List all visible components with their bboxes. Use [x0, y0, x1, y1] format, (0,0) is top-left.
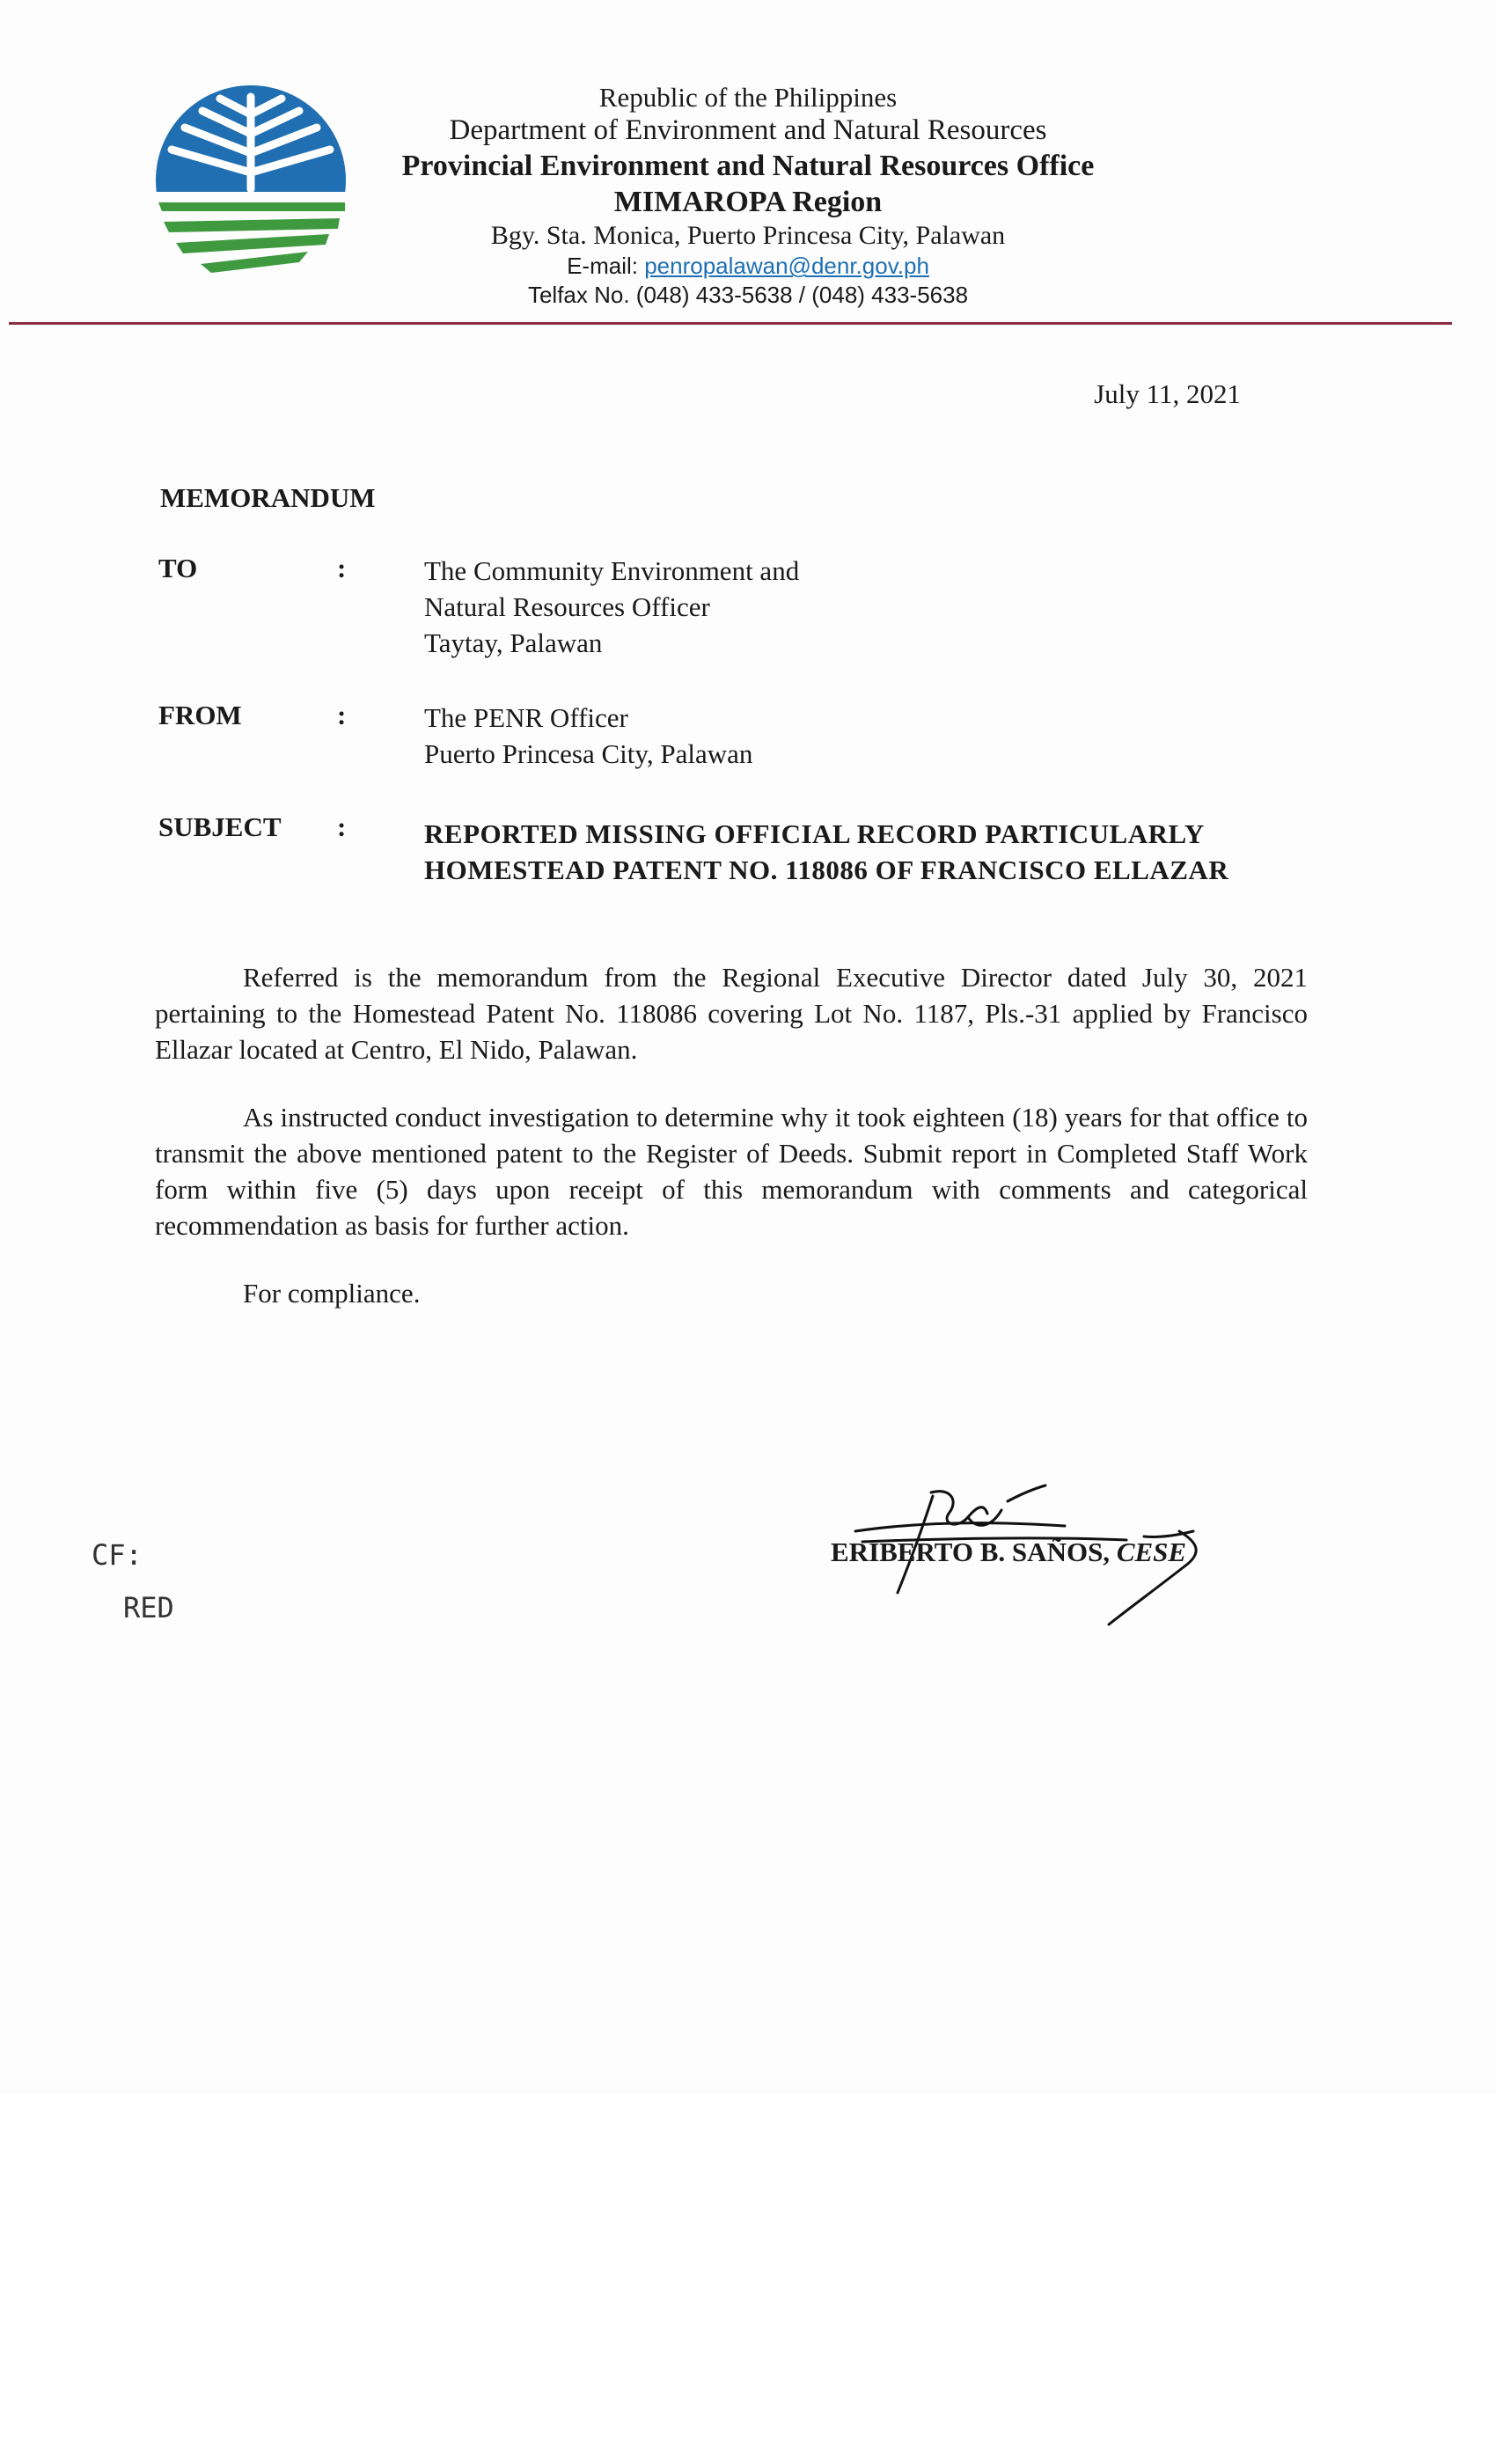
from-value: [424, 700, 1480, 772]
denr-logo-icon: [150, 79, 352, 290]
email-link[interactable]: penropalawan@denr.gov.ph: [644, 253, 929, 280]
memo-date: July 11, 2021: [1094, 378, 1241, 409]
cf-recipient: RED: [123, 1591, 174, 1624]
subject-line: REPORTED MISSING OFFICIAL RECORD PARTICULARLY: [424, 818, 1205, 849]
email-line: [334, 252, 1162, 281]
region-line: MIMAROPA Region: [613, 185, 883, 218]
to-label: TO: [158, 553, 198, 583]
body-paragraph-instruction: As instructed conduct investigation to determine why it took eighteen (18) years for that office to transmit the above mentioned patent to the Register of Deeds. Submit report in Completed Staff Work form within five (5) days upon receipt of this memorandum with comments and categorical recommendation as basis for further action.: [155, 1102, 1308, 1241]
to-line: Natural Resources Officer: [424, 591, 710, 622]
signatory-name: [831, 1536, 1186, 1568]
from-line: Puerto Princesa City, Palawan: [424, 738, 753, 769]
header-divider: [9, 322, 1452, 325]
body-paragraph-compliance: For compliance.: [243, 1278, 421, 1309]
from-label: FROM: [158, 700, 242, 730]
signatory-name-text: ERIBERTO B. SAÑOS,: [831, 1536, 1117, 1567]
to-colon: :: [337, 553, 347, 583]
body-paragraph-referral: Referred is the memorandum from the Regional Executive Director dated July 30, 2021 pertaining to the Homestead Patent No. 118086 covering Lot No. 1187, Pls.-31 applied by Francisco Ellazar located at Centro, El Nido, Palawan.: [155, 962, 1308, 1065]
memo-title: MEMORANDUM: [160, 482, 376, 513]
subject-value: [424, 816, 1480, 888]
letterhead: [334, 81, 1162, 309]
to-line: The Community Environment and: [424, 555, 800, 586]
from-colon: :: [337, 700, 347, 730]
email-label: E-mail:: [567, 253, 645, 280]
cf-annotation: CF:: [92, 1538, 143, 1572]
to-line: Taytay, Palawan: [424, 627, 603, 658]
office-line: Provincial Environment and Natural Resources Office: [401, 149, 1095, 182]
republic-line: Republic of the Philippines: [598, 82, 898, 113]
memo-body: [155, 959, 1308, 1343]
telfax-line: Telfax No. (048) 433-5638 / (048) 433-5638: [527, 281, 969, 308]
address-line: Bgy. Sta. Monica, Puerto Princesa City, Palawan: [490, 221, 1006, 251]
signatory-suffix: CESE: [1116, 1536, 1187, 1567]
subject-label: SUBJECT: [158, 811, 282, 842]
from-line: The PENR Officer: [424, 702, 628, 733]
subject-colon: :: [337, 811, 347, 842]
department-line: Department of Environment and Natural Resources: [449, 114, 1047, 147]
subject-line: HOMESTEAD PATENT NO. 118086 OF FRANCISCO ELLAZAR: [424, 854, 1229, 885]
to-value: [424, 553, 1480, 661]
